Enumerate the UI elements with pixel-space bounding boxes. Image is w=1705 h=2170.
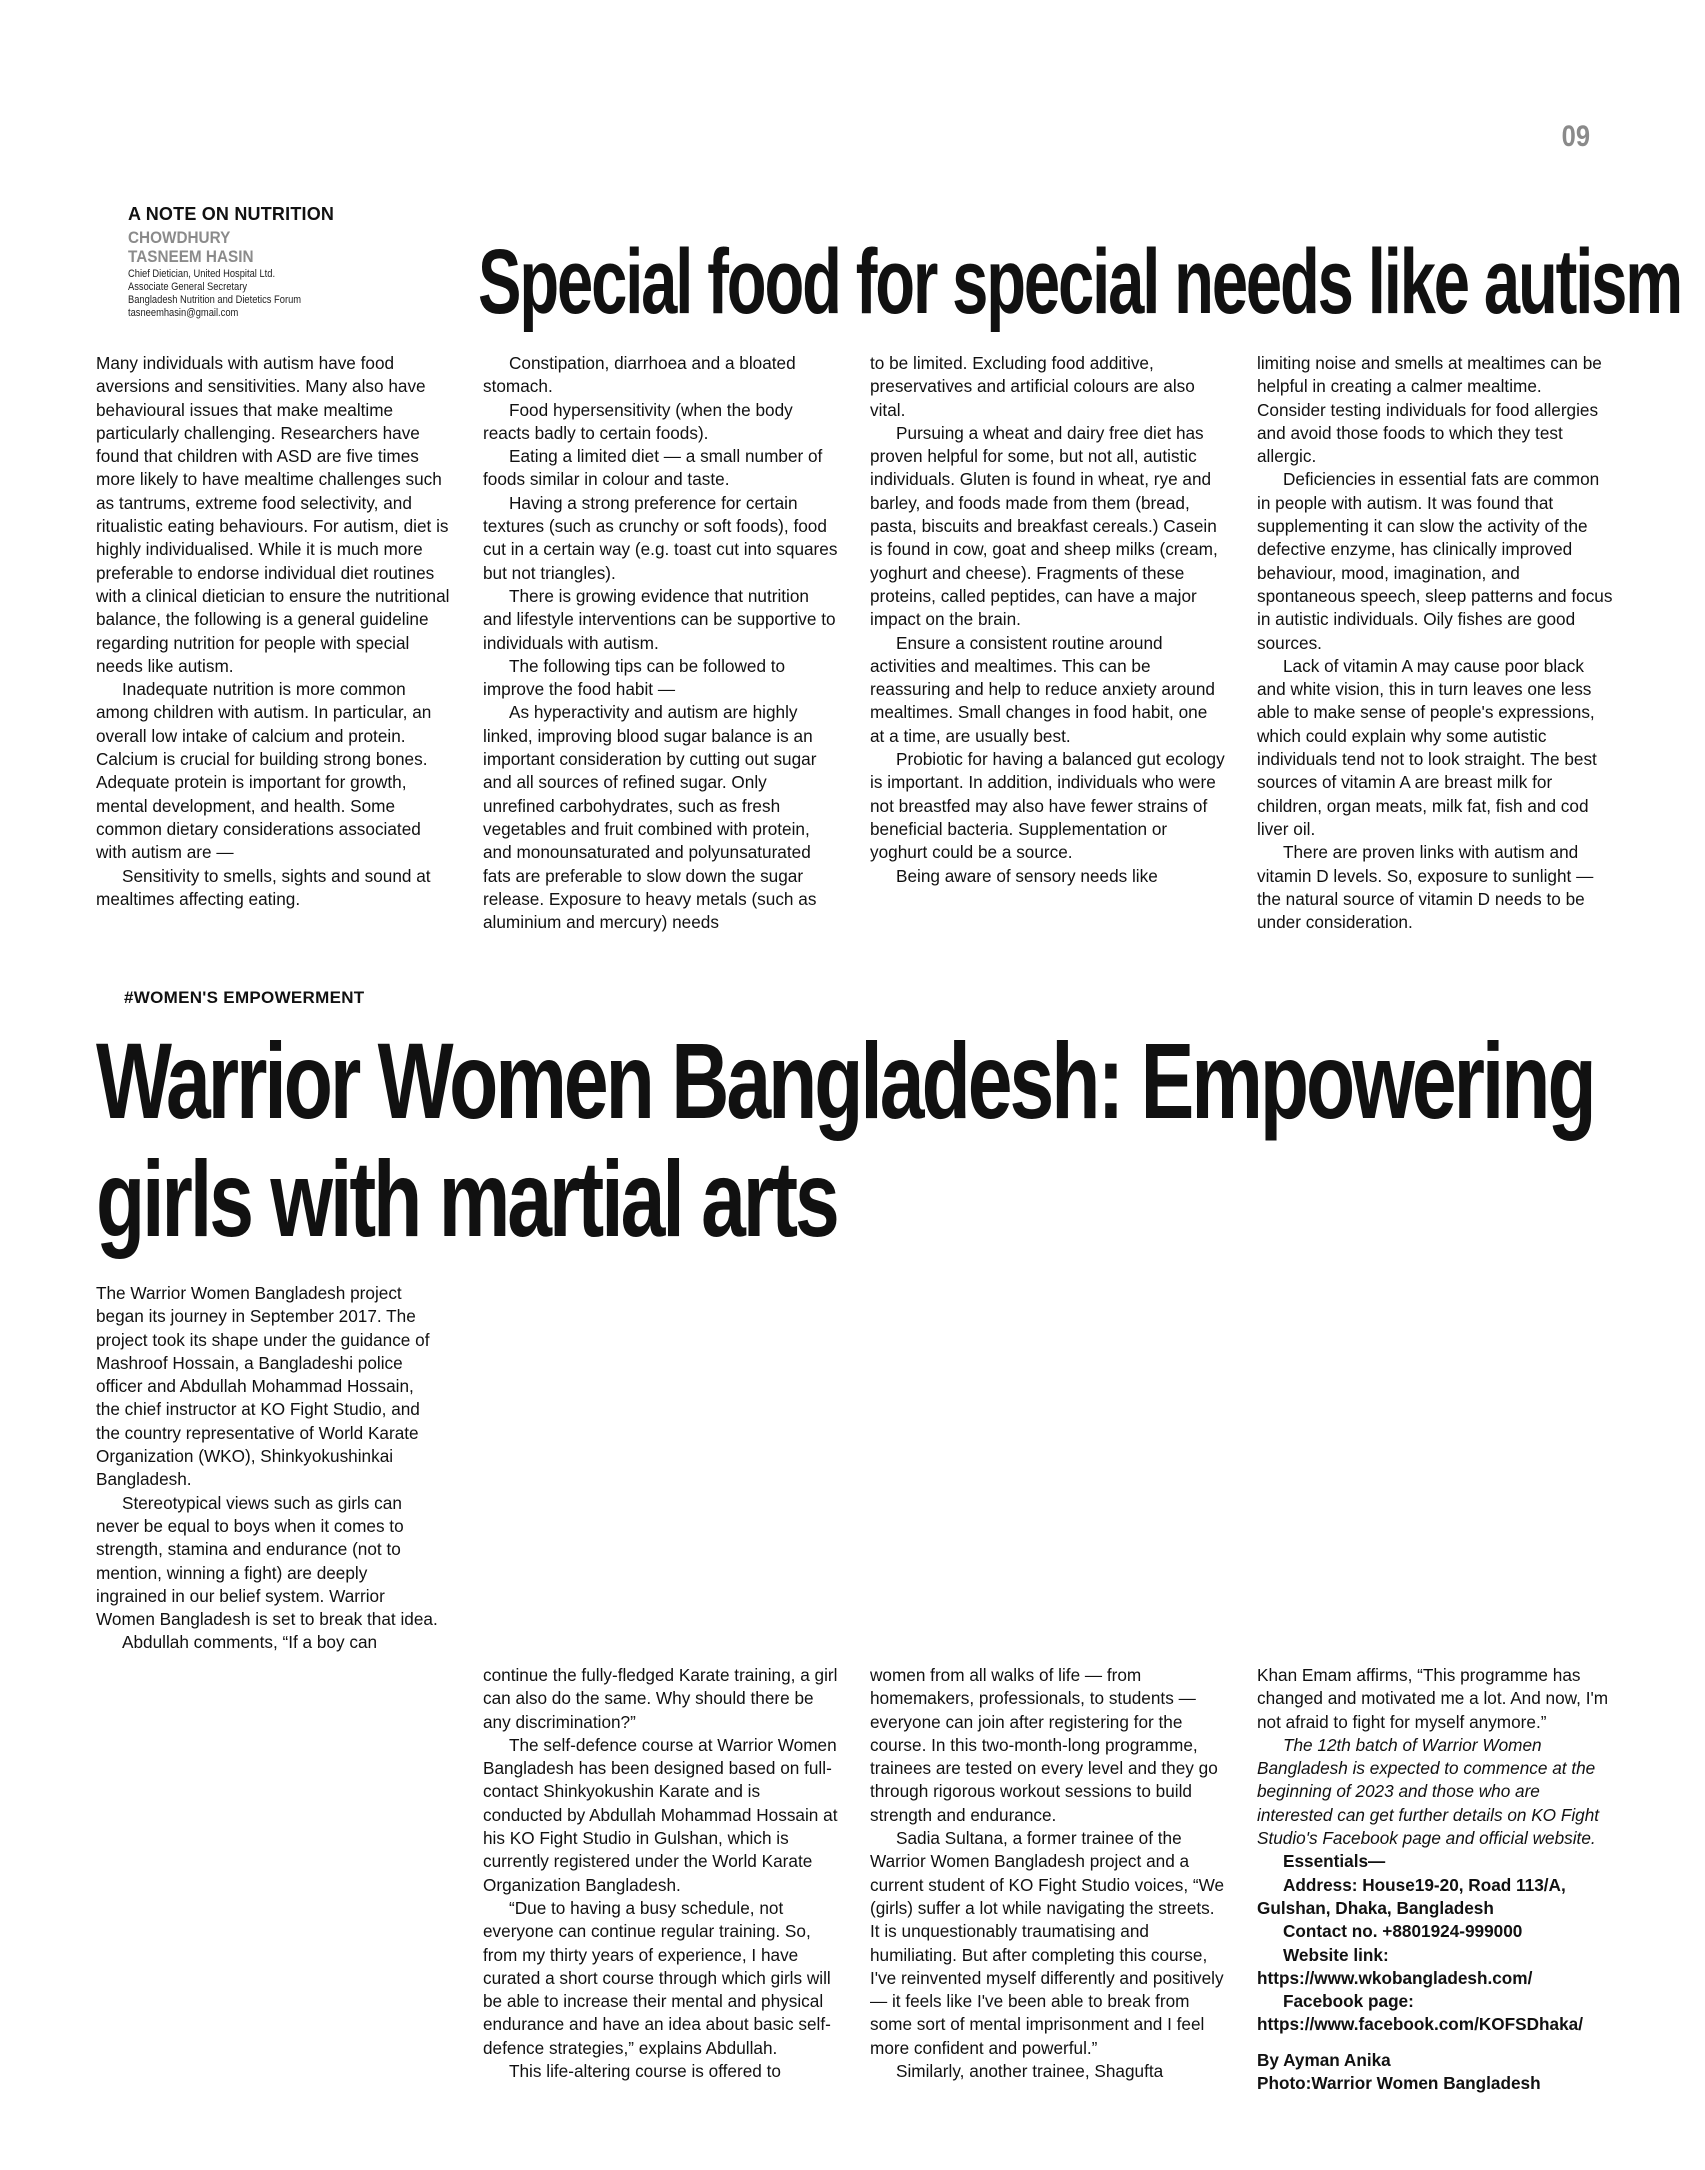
paragraph: Sadia Sultana, a former trainee of the Warrior Women Bangladesh project and a current student of KO Fight Studio voices, “We (girls) suffer a lot while navigating the streets. It is unquestionably traumatising and humiliating. But after completing this course, I've reinvented myself differently and positively — it feels like I've been able to break from some sort of mental imprisonment and I feel more confident and powerful.” xyxy=(870,1828,1225,2058)
paragraph: Khan Emam affirms, “This programme has changed and motivated me a lot. And now, I'm not afraid to fight for myself anymore.” xyxy=(1257,1665,1609,1732)
paragraph: “Due to having a busy schedule, not everyone can continue regular training. So, from my thirty years of experience, I have curated a short course through which girls will be able to increase their mental and physical endurance and have an idea about basic self-defence strategies,” explains Abdullah. xyxy=(483,1897,831,2058)
essentials-address: Address: House19-20, Road 113/A, Gulshan, Dhaka, Bangladesh xyxy=(1257,1874,1566,1918)
essentials-contact: Contact no. +8801924-999000 xyxy=(1283,1921,1523,1942)
article1-column-3 xyxy=(870,352,1226,888)
article2-tag: #WOMEN'S EMPOWERMENT xyxy=(124,988,365,1007)
paragraph: There are proven links with autism and vitamin D levels. So, exposure to sunlight — the natural source of vitamin D needs to be under consideration. xyxy=(1257,842,1594,933)
article2-column-2 xyxy=(483,1664,839,2083)
paragraph: Similarly, another trainee, Shagufta xyxy=(896,2061,1164,2082)
paragraph: Pursuing a wheat and dairy free diet has proven helpful for some, but not all, autistic individuals. Gluten is found in wheat, rye and barley, and foods made from them (bread, pasta, biscuits and breakfast cereals.) Casein is found in cow, goat and sheep milks (cream, yoghurt and cheese). Fragments of these proteins, called peptides, can have a major impact on the brain. xyxy=(870,422,1218,630)
paragraph: There is growing evidence that nutrition and lifestyle interventions can be supportive to individuals with autism. xyxy=(483,585,836,653)
paragraph: Eating a limited diet — a small number of foods similar in colour and taste. xyxy=(483,446,823,490)
article2-column-4 xyxy=(1257,1664,1613,2095)
author-credential: Bangladesh Nutrition and Dietetics Forum xyxy=(128,294,302,306)
essentials-facebook[interactable]: Facebook page: https://www.facebook.com/KOFSDhaka/ xyxy=(1257,1991,1583,2035)
paragraph: women from all walks of life — from homemakers, professionals, to students — everyone can join after registering for the course. In this two-month-long programme, trainees are tested on every level and they go through rigorous workout sessions to build strength and endurance. xyxy=(870,1665,1218,1825)
paragraph: Stereotypical views such as girls can never be equal to boys when it comes to strength, stamina and endurance (not to mention, winning a fight) are deeply ingrained in our belief system. Warrior Women Bangladesh is set to break that idea. xyxy=(96,1492,438,1630)
author-name-line1: CHOWDHURY xyxy=(128,228,231,247)
paragraph: Inadequate nutrition is more common among children with autism. In particular, an overall low intake of calcium and protein. Calcium is crucial for building strong bones. Adequate protein is important for growth, mental development, and health. Some common dietary considerations associated with autism are — xyxy=(96,679,432,863)
paragraph: Probiotic for having a balanced gut ecology is important. In addition, individuals who were not breastfed may also have fewer strains of beneficial bacteria. Supplementation or yoghurt could be a source. xyxy=(870,749,1225,863)
article1-headline: Special food for special needs like autism xyxy=(478,231,1682,333)
paragraph: Deficiencies in essential fats are common in people with autism. It was found that supplementing it can slow the activity of the defective enzyme, has clinically improved behaviour, mood, imagination, and spontaneous speech, sleep patterns and focus in autistic individuals. Oily fishes are good sources. xyxy=(1257,469,1613,653)
paragraph: As hyperactivity and autism are highly linked, improving blood sugar balance is an important consideration by cutting out sugar and all sources of refined sugar. Only unrefined carbohydrates, such as fresh vegetables and fruit combined with protein, and monounsaturated and polyunsaturated fats are preferable to slow down the sugar release. Exposure to heavy metals (such as aluminium and mercury) needs xyxy=(483,702,817,933)
article1-column-2 xyxy=(483,352,839,934)
essentials-title: Essentials— xyxy=(1283,1851,1386,1872)
paragraph: Sensitivity to smells, sights and sound at mealtimes affecting eating. xyxy=(96,865,431,909)
paragraph: The following tips can be followed to improve the food habit — xyxy=(483,655,786,700)
article2-column-1 xyxy=(96,1282,438,1655)
paragraph: Constipation, diarrhoea and a bloated stomach. xyxy=(483,353,796,397)
paragraph: Ensure a consistent routine around activities and mealtimes. This can be reassuring and help to reduce anxiety around mealtimes. Small changes in food habit, one at a time, are usually best. xyxy=(870,632,1215,746)
paragraph: The self-defence course at Warrior Women Bangladesh has been designed based on full-contact Shinkyokushin Karate and is conducted by Abdullah Mohammad Hossain at his KO Fight Studio in Gulshan, which is currently registered under the World Karate Organization Bangladesh. xyxy=(483,1734,838,1895)
author-email: tasneemhasin@gmail.com xyxy=(128,307,239,319)
section-label: A NOTE ON NUTRITION xyxy=(128,204,335,224)
article1-column-4 xyxy=(1257,352,1613,934)
paragraph: Food hypersensitivity (when the body reacts badly to certain foods). xyxy=(483,399,793,443)
paragraph: Having a strong preference for certain textures (such as crunchy or soft foods), food cut in a certain way (e.g. toast cut into squares but not triangles). xyxy=(483,492,838,583)
paragraph: to be limited. Excluding food additive, preservatives and artificial colours are also vital. xyxy=(870,353,1195,420)
paragraph: limiting noise and smells at mealtimes can be helpful in creating a calmer mealtime. Consider testing individuals for food allergies and avoid those foods to which they test allergic. xyxy=(1257,353,1602,467)
article1-byline xyxy=(128,204,448,320)
author-credential: Associate General Secretary xyxy=(128,281,248,293)
author-credential: Chief Dietician, United Hospital Ltd. xyxy=(128,268,276,280)
paragraph: Being aware of sensory needs like xyxy=(896,865,1158,886)
paragraph: continue the fully-fledged Karate training, a girl can also do the same. Why should there be any discrimination?” xyxy=(483,1665,838,1732)
headline-line: girls with martial arts xyxy=(96,1138,837,1259)
headline-line: Warrior Women Bangladesh: Empowering xyxy=(96,1020,1594,1141)
essentials-website[interactable]: Website link: https://www.wkobangladesh.com/ xyxy=(1257,1944,1533,1988)
paragraph-italic: The 12th batch of Warrior Women Bangladesh is expected to commence at the beginning of 2023 and those who are interested can get further details on KO Fight Studio's Facebook page and official website. xyxy=(1257,1734,1600,1849)
paragraph: Many individuals with autism have food aversions and sensitivities. Many also have behavioural issues that make mealtime particularly challenging. Researchers have found that children with ASD are five times more likely to have mealtime challenges such as tantrums, extreme food selectivity, and ritualistic eating behaviours. For autism, diet is highly individualised. While it is much more preferable to endorse individual diet routines with a clinical dietician to ensure the nutritional balance, the following is a general guideline regarding nutrition for people with special needs like autism. xyxy=(96,353,450,676)
page-number: 09 xyxy=(1561,120,1590,153)
paragraph: The Warrior Women Bangladesh project began its journey in September 2017. The project took its shape under the guidance of Mashroof Hossain, a Bangladeshi police officer and Abdullah Mohammad Hossain, the chief instructor at KO Fight Studio, and the country representative of World Karate Organization (WKO), Shinkyokushinkai Bangladesh. xyxy=(96,1283,430,1490)
article2-byline: By Ayman Anika xyxy=(1257,2049,1391,2070)
photo-credit: Photo:Warrior Women Bangladesh xyxy=(1257,2073,1541,2094)
paragraph: Abdullah comments, “If a boy can xyxy=(122,1632,378,1653)
article1-column-1 xyxy=(96,352,452,911)
paragraph: This life-altering course is offered to xyxy=(509,2061,781,2082)
paragraph: Lack of vitamin A may cause poor black and white vision, this in turn leaves one less able to make sense of people's expressions, which could explain why some autistic individuals tend not to look straight. The best sources of vitamin A are breast milk for children, organ meats, milk fat, fish and cod liver oil. xyxy=(1257,655,1597,839)
author-name-line2: TASNEEM HASIN xyxy=(128,247,254,266)
article2-headline xyxy=(96,1022,1594,1258)
article2-column-3 xyxy=(870,1664,1226,2083)
